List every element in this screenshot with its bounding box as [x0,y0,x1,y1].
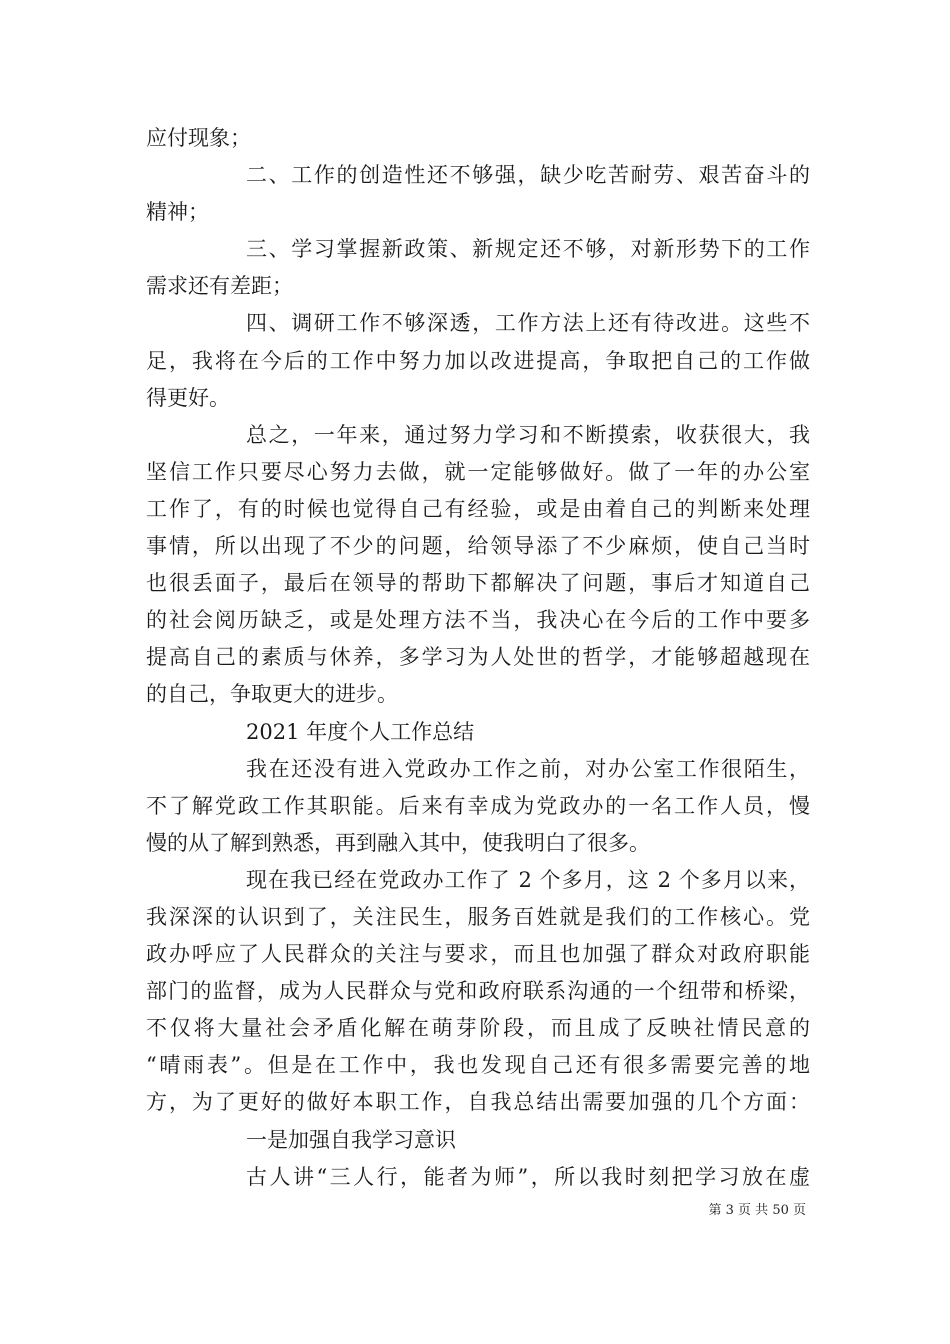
text-line: 古人讲“三人行，能者为师”，所以我时刻把学习放在虚 [246,1164,810,1189]
text-line: 应付现象； [146,126,251,150]
text-line: 精神； [146,200,209,225]
text-line: 政办呼应了人民群众的关注与要求，而且也加强了群众对政府职能 [146,942,810,967]
text-line: 方，为了更好的做好本职工作，自我总结出需要加强的几个方面： [146,1090,810,1115]
text-line: 得更好。 [146,385,230,410]
text-line: 我深深的认识到了，关注民生，服务百姓就是我们的工作核心。党 [146,904,810,929]
text-line: 不了解党政工作其职能。后来有幸成为党政办的一名工作人员，慢 [146,793,810,818]
body-text [146,120,810,1196]
text-line: 慢的从了解到熟悉，再到融入其中，使我明白了很多。 [146,830,650,855]
text-line: 坚信工作只要尽心努力去做，就一定能够做好。做了一年的办公室 [146,459,810,484]
page-number: 第 3 页 共 50 页 [708,1203,806,1218]
text-line: 四、调研工作不够深透，工作方法上还有待改进。这些不 [246,311,810,336]
text-line: 的自己，争取更大的进步。 [146,682,398,707]
text-line: 三、学习掌握新政策、新规定还不够，对新形势下的工作 [246,237,810,262]
text-line: 的社会阅历缺乏，或是处理方法不当，我决心在今后的工作中要多 [146,608,810,633]
text-line: 事情，所以出现了不少的问题，给领导添了不少麻烦，使自己当时 [146,534,810,559]
text-line: 足，我将在今后的工作中努力加以改进提高，争取把自己的工作做 [146,348,810,373]
text-line: 提高自己的素质与休养，多学习为人处世的哲学，才能够超越现在 [146,645,810,670]
text-line: 工作了，有的时候也觉得自己有经验，或是由着自己的判断来处理 [146,496,810,521]
text-line: “晴雨表”。但是在工作中，我也发现自己还有很多需要完善的地 [146,1053,810,1078]
text-line: 我在还没有进入党政办工作之前，对办公室工作很陌生， [246,756,810,781]
text-line: 二、工作的创造性还不够强，缺少吃苦耐劳、艰苦奋斗的 [246,163,810,188]
text-line: 一是加强自我学习意识 [246,1127,456,1152]
text-line: 总之，一年来，通过努力学习和不断摸索，收获很大，我 [246,422,810,447]
text-line: 部门的监督，成为人民群众与党和政府联系沟通的一个纽带和桥梁， [146,979,810,1004]
text-line: 需求还有差距； [146,274,293,299]
text-line: 现在我已经在党政办工作了 2 个多月，这 2 个多月以来， [246,867,810,892]
text-line: 也很丢面子，最后在领导的帮助下都解决了问题，事后才知道自己 [146,571,810,596]
text-line: 2021 年度个人工作总结 [246,719,475,744]
text-line: 不仅将大量社会矛盾化解在萌芽阶段，而且成了反映社情民意的 [146,1016,810,1041]
